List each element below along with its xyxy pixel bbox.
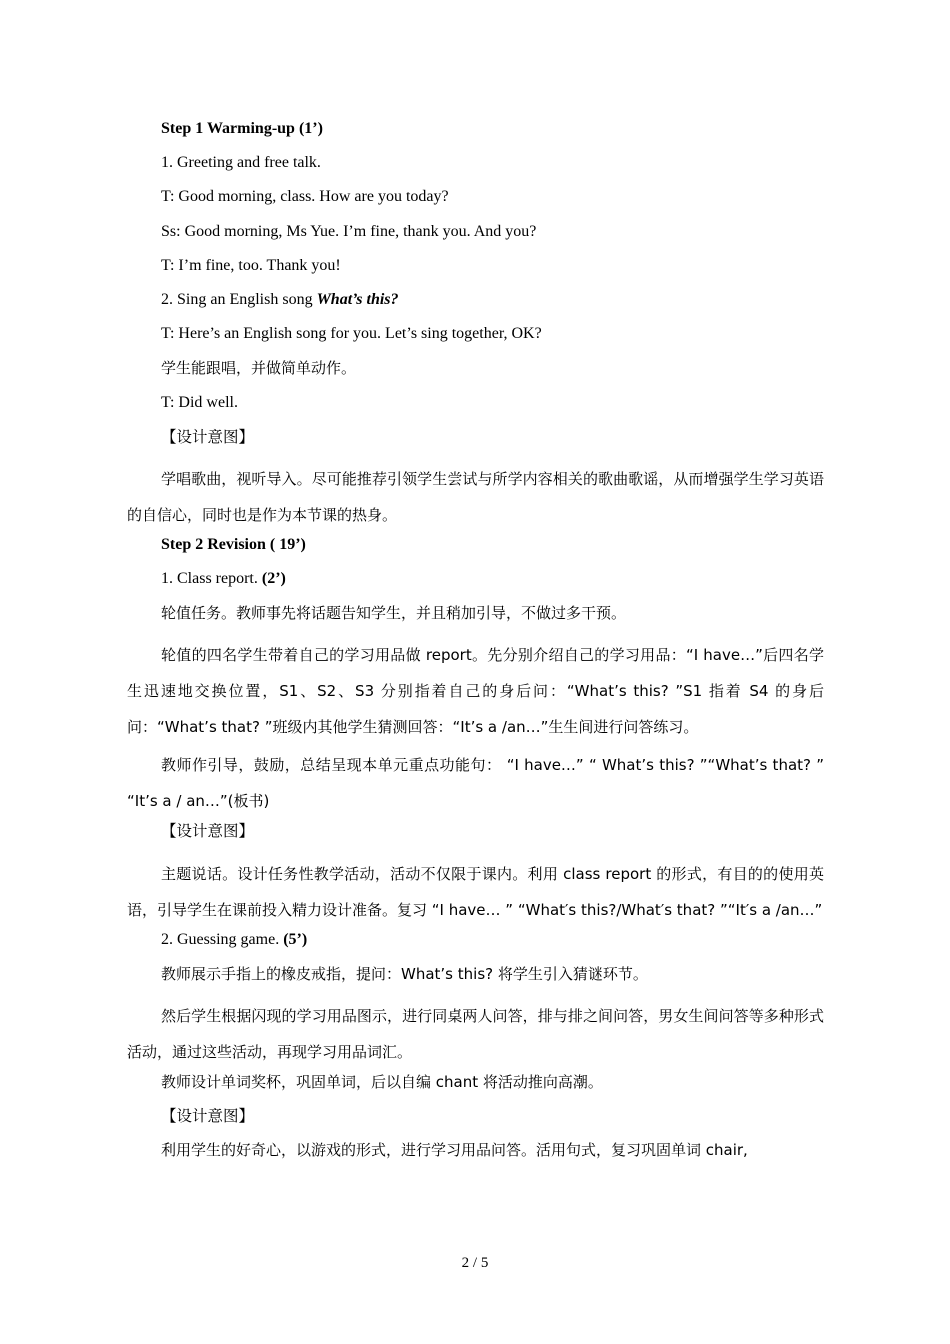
dialogue-line: Ss: Good morning, Ms Yue. I’m fine, thank you. And you? bbox=[161, 222, 537, 240]
dialogue-line: T: I’m fine, too. Thank you! bbox=[161, 256, 341, 274]
page-number: 2 / 5 bbox=[461, 1255, 489, 1271]
design-intent-heading: 【设计意图】 bbox=[161, 1107, 255, 1126]
item-class-report-time: (2’) bbox=[261, 570, 286, 588]
item-sing-song-text: 2. Sing an English song bbox=[161, 290, 317, 308]
item-guessing-game bbox=[127, 930, 824, 950]
design-intent-paragraph: 学唱歌曲，视听导入。尽可能推荐引领学生尝试与所学内容相关的歌曲歌谣，从而增强学生学习英语的自信心，同时也是作为本节课的热身。 bbox=[127, 469, 824, 524]
design-intent-paragraph: 主题说话。设计任务性教学活动，活动不仅限于课内。利用 class report 的形式，有目的的使用英语，引导学生在课前投入精力设计准备。复习 “I have… ” “What′s this?/What′s that? ”“It′s a /an…” bbox=[127, 864, 824, 919]
student-activity: 学生能跟唱，并做简单动作。 bbox=[161, 359, 357, 378]
step2-heading: Step 2 Revision ( 19’) bbox=[161, 535, 306, 553]
paragraph: 轮值任务。教师事先将话题告知学生，并且稍加引导，不做过多干预。 bbox=[161, 604, 627, 623]
design-intent-heading: 【设计意图】 bbox=[161, 427, 255, 446]
design-intent-paragraph: 利用学生的好奇心，以游戏的形式，进行学习用品问答。活用句式，复习巩固单词 chair, bbox=[161, 1141, 748, 1160]
item-class-report bbox=[127, 569, 824, 589]
item-sing-song bbox=[127, 290, 824, 310]
item-class-report-text: 1. Class report. bbox=[161, 570, 262, 588]
step1-heading: Step 1 Warming-up (1’) bbox=[161, 120, 323, 137]
paragraph: 然后学生根据闪现的学习用品图示，进行同桌两人问答，排与排之间问答，男女生间问答等多种形式活动，通过这些活动，再现学习用品词汇。 bbox=[127, 1007, 824, 1061]
paragraph: 教师作引导，鼓励，总结呈现本单元重点功能句： “I have…” “ What’s this? ”“What’s that? ” “It’s a / an…”(板书) bbox=[127, 756, 824, 811]
item-guessing-game-text: 2. Guessing game. bbox=[161, 930, 284, 948]
dialogue-line: T: Did well. bbox=[161, 393, 238, 411]
paragraph: 教师展示手指上的橡皮戒指，提问：What’s this? 将学生引入猜谜环节。 bbox=[161, 964, 648, 983]
paragraph: 教师设计单词奖杯，巩固单词，后以自编 chant 将活动推向高潮。 bbox=[161, 1073, 603, 1091]
item-greeting: 1. Greeting and free talk. bbox=[161, 154, 321, 172]
design-intent-heading: 【设计意图】 bbox=[161, 822, 255, 841]
song-title: What’s this? bbox=[316, 290, 399, 308]
dialogue-line: T: Here’s an English song for you. Let’s sing together, OK? bbox=[161, 325, 542, 343]
item-guessing-game-time: (5’) bbox=[283, 930, 308, 948]
dialogue-line: T: Good morning, class. How are you today? bbox=[161, 188, 449, 206]
paragraph: 轮值的四名学生带着自己的学习用品做 report。先分别介绍自己的学习用品：“I have…”后四名学生迅速地交换位置，S1、S2、S3 分别指着自己的身后问：“What’s this? ”S1 指着 S4 的身后问：“What’s that? ”班级内其他学生猜测回答：“It’s a /an…”生生间进行问答练习。 bbox=[127, 646, 824, 737]
document-body bbox=[127, 119, 824, 1175]
